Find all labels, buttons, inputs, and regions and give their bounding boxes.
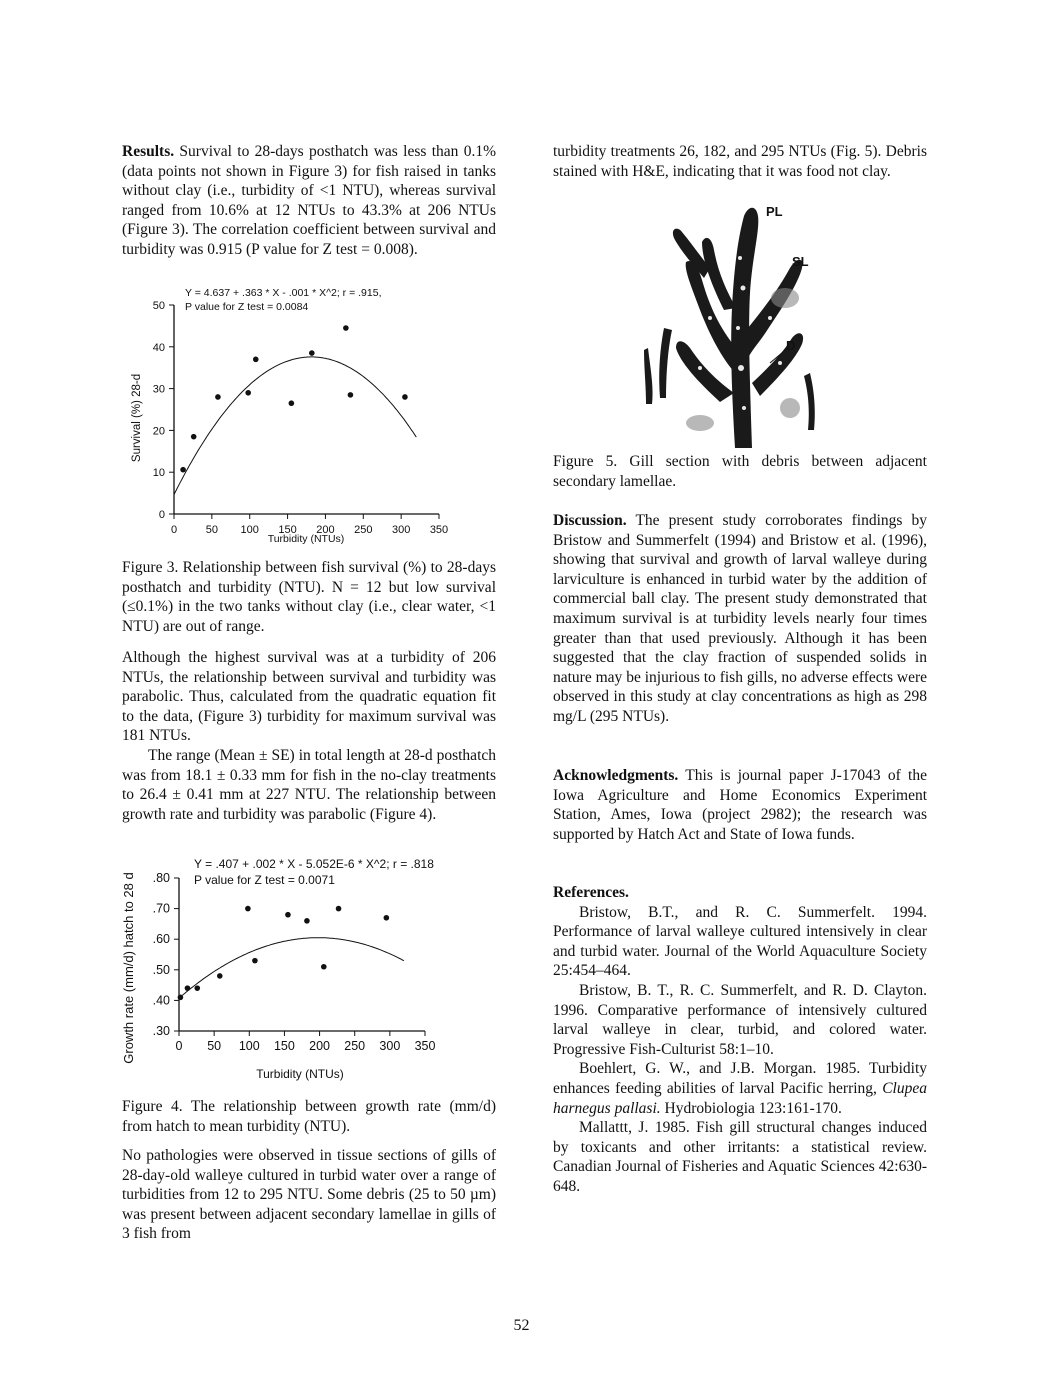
fig3-fit-curve xyxy=(174,357,416,495)
left-body-2 xyxy=(122,1146,496,1244)
fig4-data-point xyxy=(384,915,390,921)
figure-5-caption xyxy=(553,452,927,491)
discussion-section xyxy=(553,511,927,727)
fig3-caption-text: Figure 3. Relationship between fish survival (%) to 28-days posthatch and turbidity (NTU). N = 12 but low survival (≤0.1%) in the two tanks without clay (i.e., clear water, <1 NTU) are out of range. xyxy=(122,559,496,635)
fig3-y-label: Survival (%) 28-d xyxy=(131,373,143,463)
fig3-data-point xyxy=(180,467,186,473)
fig4-y-tick-label: .70 xyxy=(152,901,170,916)
fig3-data-point xyxy=(253,357,259,363)
fig3-x-label: Turbidity (NTUs) xyxy=(267,533,345,545)
results-section xyxy=(122,142,496,260)
fig3-x-tick-label: 300 xyxy=(391,524,411,536)
fig4-data-point xyxy=(194,985,200,991)
fig4-data-point xyxy=(285,912,291,918)
fig3-y-tick-label: 20 xyxy=(152,425,165,438)
fig4-data-point xyxy=(217,973,223,979)
fig4-x-tick-label: 0 xyxy=(175,1039,183,1053)
fig3-data-point xyxy=(309,350,315,356)
fig4-subtitle: P value for Z test = 0.0071 xyxy=(194,873,335,887)
fig3-data-point xyxy=(245,390,251,396)
left-body xyxy=(122,648,496,824)
fig5-caption-text: Figure 5. Gill section with debris between adjacent secondary lamellae. xyxy=(553,453,927,490)
page-number: 52 xyxy=(513,1317,530,1334)
fig3-y-tick-label: 40 xyxy=(152,341,165,354)
fig4-x-tick-label: 250 xyxy=(344,1039,366,1053)
fig5-label-sl: SL xyxy=(792,254,809,269)
fig3-x-tick-label: 50 xyxy=(205,524,218,536)
fig5-label-d: D xyxy=(786,338,796,353)
fig4-x-tick-label: 300 xyxy=(379,1039,401,1053)
fig3-x-tick-label: 150 xyxy=(278,524,297,536)
fig3-data-point xyxy=(343,325,349,331)
fig4-x-tick-label: 50 xyxy=(207,1039,222,1053)
results-text: Survival to 28-days posthatch was less than 0.1% (data points not shown in Figure 3) for fish raised in tanks without clay (i.e., turbidity of <1 NTU), whereas survival ranged from 10.6% at 12 NTUs to 43.3% at 206 NTUs (Figure 3). The correlation coefficient between survival and turbidity was 0.915 (P value for Z test = 0.008). xyxy=(122,143,496,258)
fig3-x-tick-label: 200 xyxy=(316,524,335,536)
fig4-x-tick-label: 150 xyxy=(273,1039,295,1053)
results-heading: Results. xyxy=(122,143,175,160)
right-intro xyxy=(553,142,927,181)
fig4-data-point xyxy=(185,985,191,991)
reference-item: Mallattt, J. 1985. Fish gill structural changes induced by toxicants and other irritants: a statistical review. Canadian Journal of Fisheries and Aquatic Sciences 42:630-648. xyxy=(553,1119,927,1195)
fig4-data-point xyxy=(178,995,184,1001)
references-heading: References. xyxy=(553,884,629,901)
fig4-x-tick-label: 350 xyxy=(414,1039,436,1053)
reference-item: Bristow, B. T., R. C. Summerfelt, and R. D. Clayton. 1996. Comparative performance of intensively cultured larval walleye in clear, turbid, and colored water. Progressive Fish-Culturist 58:1–10. xyxy=(553,981,927,1058)
fig3-y-tick-label: 30 xyxy=(152,383,165,396)
fig3-subtitle: P value for Z test = 0.0084 xyxy=(185,301,309,313)
fig4-title: Y = .407 + .002 * X - 5.052E-6 * X^2; r = .818 xyxy=(194,857,434,871)
fig3-data-point xyxy=(289,400,295,406)
figure-3-chart xyxy=(122,283,496,545)
para-length: The range (Mean ± SE) in total length at 28-d posthatch was from 18.1 ± 0.33 mm for fish in the no-clay treatments to 26.4 ± 0.41 mm at 227 NTU. The relationship between growth rate and turbidity was parabolic (Figure 4). xyxy=(122,746,496,823)
fig4-x-label: Turbidity (NTUs) xyxy=(256,1067,344,1081)
fig3-x-tick-label: 250 xyxy=(354,524,373,536)
fig3-x-tick-label: 350 xyxy=(429,524,449,536)
fig4-y-tick-label: .30 xyxy=(152,1024,170,1038)
fig4-caption-text: Figure 4. The relationship between growth rate (mm/d) from hatch to mean turbidity (NTU). xyxy=(122,1098,496,1135)
discussion-text: The present study corroborates findings by Bristow and Summerfelt (1994) and Bristow et al. (1996), showing that survival and growth of larval walleye during larviculture is enhanced in turbid water by the addition of commercial ball clay. The present study demonstrated that maximum survival is at turbidity levels nearly four times greater than that used previously. Although it has been suggested that the clay fraction of suspended solids in nature may be injurious to fish gills, no adverse effects were observed in this study at clay concentrations as high as 298 mg/L (295 NTUs). xyxy=(553,512,927,725)
fig4-data-point xyxy=(245,906,251,912)
fig4-y-tick-label: .40 xyxy=(152,993,170,1008)
fig4-y-tick-label: .80 xyxy=(152,871,170,885)
fig4-y-label: Growth rate (mm/d) hatch to 28 d xyxy=(121,872,136,1064)
fig4-fit-curve xyxy=(179,938,404,999)
discussion-heading: Discussion. xyxy=(553,512,627,529)
references-section xyxy=(553,883,927,1197)
fig4-x-tick-label: 100 xyxy=(238,1039,260,1053)
para-debris: turbidity treatments 26, 182, and 295 NTUs (Fig. 5). Debris stained with H&E, indicating that it was food not clay. xyxy=(553,143,927,180)
fig3-data-point xyxy=(402,394,408,400)
fig3-y-tick-label: 50 xyxy=(152,300,165,312)
fig3-title: Y = 4.637 + .363 * X - .001 * X^2; r = .915, xyxy=(185,287,382,299)
fig3-data-point xyxy=(348,392,354,398)
fig4-x-tick-label: 200 xyxy=(309,1039,331,1053)
figure-5-gill-image xyxy=(640,198,830,448)
fig3-y-tick-label: 10 xyxy=(152,467,165,480)
fig4-data-point xyxy=(336,906,342,912)
fig3-x-tick-label: 100 xyxy=(240,524,259,536)
figure-4-chart xyxy=(118,850,496,1085)
acknowledgments-section xyxy=(553,766,927,844)
fig4-data-point xyxy=(304,918,310,924)
fig4-data-point xyxy=(321,964,327,970)
fig3-y-tick-label: 0 xyxy=(158,509,165,521)
fig3-data-point xyxy=(215,394,221,400)
para-pathology: No pathologies were observed in tissue sections of gills of 28-day-old walleye cultured in turbid water over a range of turbidities from 12 to 295 NTU. Some debris (25 to 50 µm) was present between adjacent secondary lamellae in gills of 3 fish from xyxy=(122,1147,496,1243)
fig4-y-tick-label: .50 xyxy=(152,962,170,977)
reference-item: Boehlert, G. W., and J.B. Morgan. 1985. Turbidity enhances feeding abilities of larval Pacific herring, Clupea harnegus pallasi. Hydrobiologia 123:161-170. xyxy=(553,1060,927,1117)
fig4-data-point xyxy=(252,958,258,964)
para-survival: Although the highest survival was at a turbidity of 206 NTUs, the relationship between survival and turbidity was parabolic. Thus, calculated from the quadratic equation fit to the data, (Figure 3) turbidity for maximum survival was 181 NTUs. xyxy=(122,649,496,745)
fig5-label-pl: PL xyxy=(766,204,783,219)
ack-text: This is journal paper J-17043 of the Iowa Agriculture and Home Economics Experiment Station, Ames, Iowa (project 2982); the research was supported by Hatch Act and State of Iowa funds. xyxy=(553,767,927,843)
ack-heading: Acknowledgments. xyxy=(553,767,679,784)
fig4-y-tick-label: .60 xyxy=(152,932,170,947)
fig3-x-tick-label: 0 xyxy=(170,524,178,536)
reference-item: Bristow, B.T., and R. C. Summerfelt. 1994. Performance of larval walleye cultured intensively in clear and turbid water. Journal of the World Aquaculture Society 25:454–464. xyxy=(553,903,927,980)
fig3-data-point xyxy=(191,434,197,440)
figure-4-caption xyxy=(122,1097,496,1136)
figure-3-caption xyxy=(122,558,496,636)
